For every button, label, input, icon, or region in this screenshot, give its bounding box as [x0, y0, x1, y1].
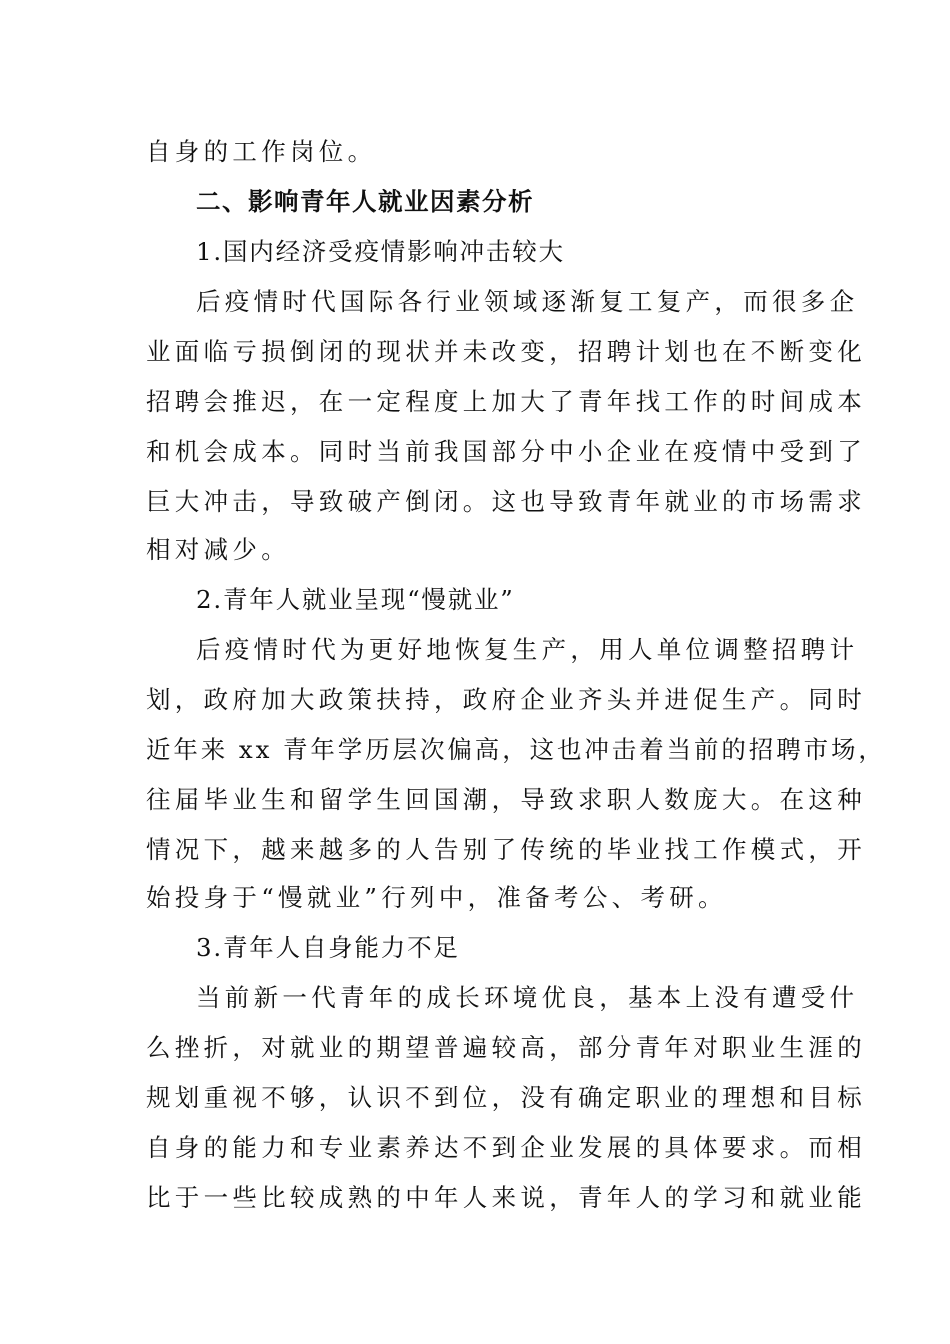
paragraph-line: 当前新一代青年的成长环境优良，基本上没有遭受什: [196, 983, 859, 1012]
subsection-heading: 2.青年人就业呈现“慢就业”: [196, 585, 515, 614]
paragraph-line: 往届毕业生和留学生回国潮，导致求职人数庞大。在这种: [146, 785, 866, 814]
section-heading: 二、影响青年人就业因素分析: [196, 187, 534, 216]
paragraph-line: 后疫情时代为更好地恢复生产，用人单位调整招聘计: [196, 635, 859, 664]
paragraph-line: 巨大冲击，导致破产倒闭。这也导致青年就业的市场需求: [146, 487, 866, 516]
paragraph-line: 比于一些比较成熟的中年人来说，青年人的学习和就业能: [146, 1183, 866, 1212]
paragraph-line: 规划重视不够，认识不到位，没有确定职业的理想和目标: [146, 1083, 866, 1112]
paragraph-line: 自身的能力和专业素养达不到企业发展的具体要求。而相: [146, 1133, 866, 1162]
paragraph-line: 相对减少。: [146, 535, 290, 564]
paragraph-line: 业面临亏损倒闭的现状并未改变，招聘计划也在不断变化: [146, 337, 866, 366]
paragraph-line: 么挫折，对就业的期望普遍较高，部分青年对职业生涯的: [146, 1033, 866, 1062]
paragraph-line: 自身的工作岗位。: [146, 137, 377, 166]
paragraph-line: 近年来 xx 青年学历层次偏高，这也冲击着当前的招聘市场，: [146, 735, 886, 764]
paragraph-line: 情况下，越来越多的人告别了传统的毕业找工作模式，开: [146, 835, 866, 864]
paragraph-line: 招聘会推迟，在一定程度上加大了青年找工作的时间成本: [146, 387, 866, 416]
paragraph-line: 始投身于“慢就业”行列中，准备考公、考研。: [146, 883, 727, 912]
subsection-heading: 1.国内经济受疫情影响冲击较大: [196, 237, 565, 266]
paragraph-line: 划，政府加大政策扶持，政府企业齐头并进促生产。同时: [146, 685, 866, 714]
paragraph-line: 后疫情时代国际各行业领域逐渐复工复产，而很多企: [196, 287, 859, 316]
paragraph-line: 和机会成本。同时当前我国部分中小企业在疫情中受到了: [146, 437, 866, 466]
subsection-heading: 3.青年人自身能力不足: [196, 933, 460, 962]
